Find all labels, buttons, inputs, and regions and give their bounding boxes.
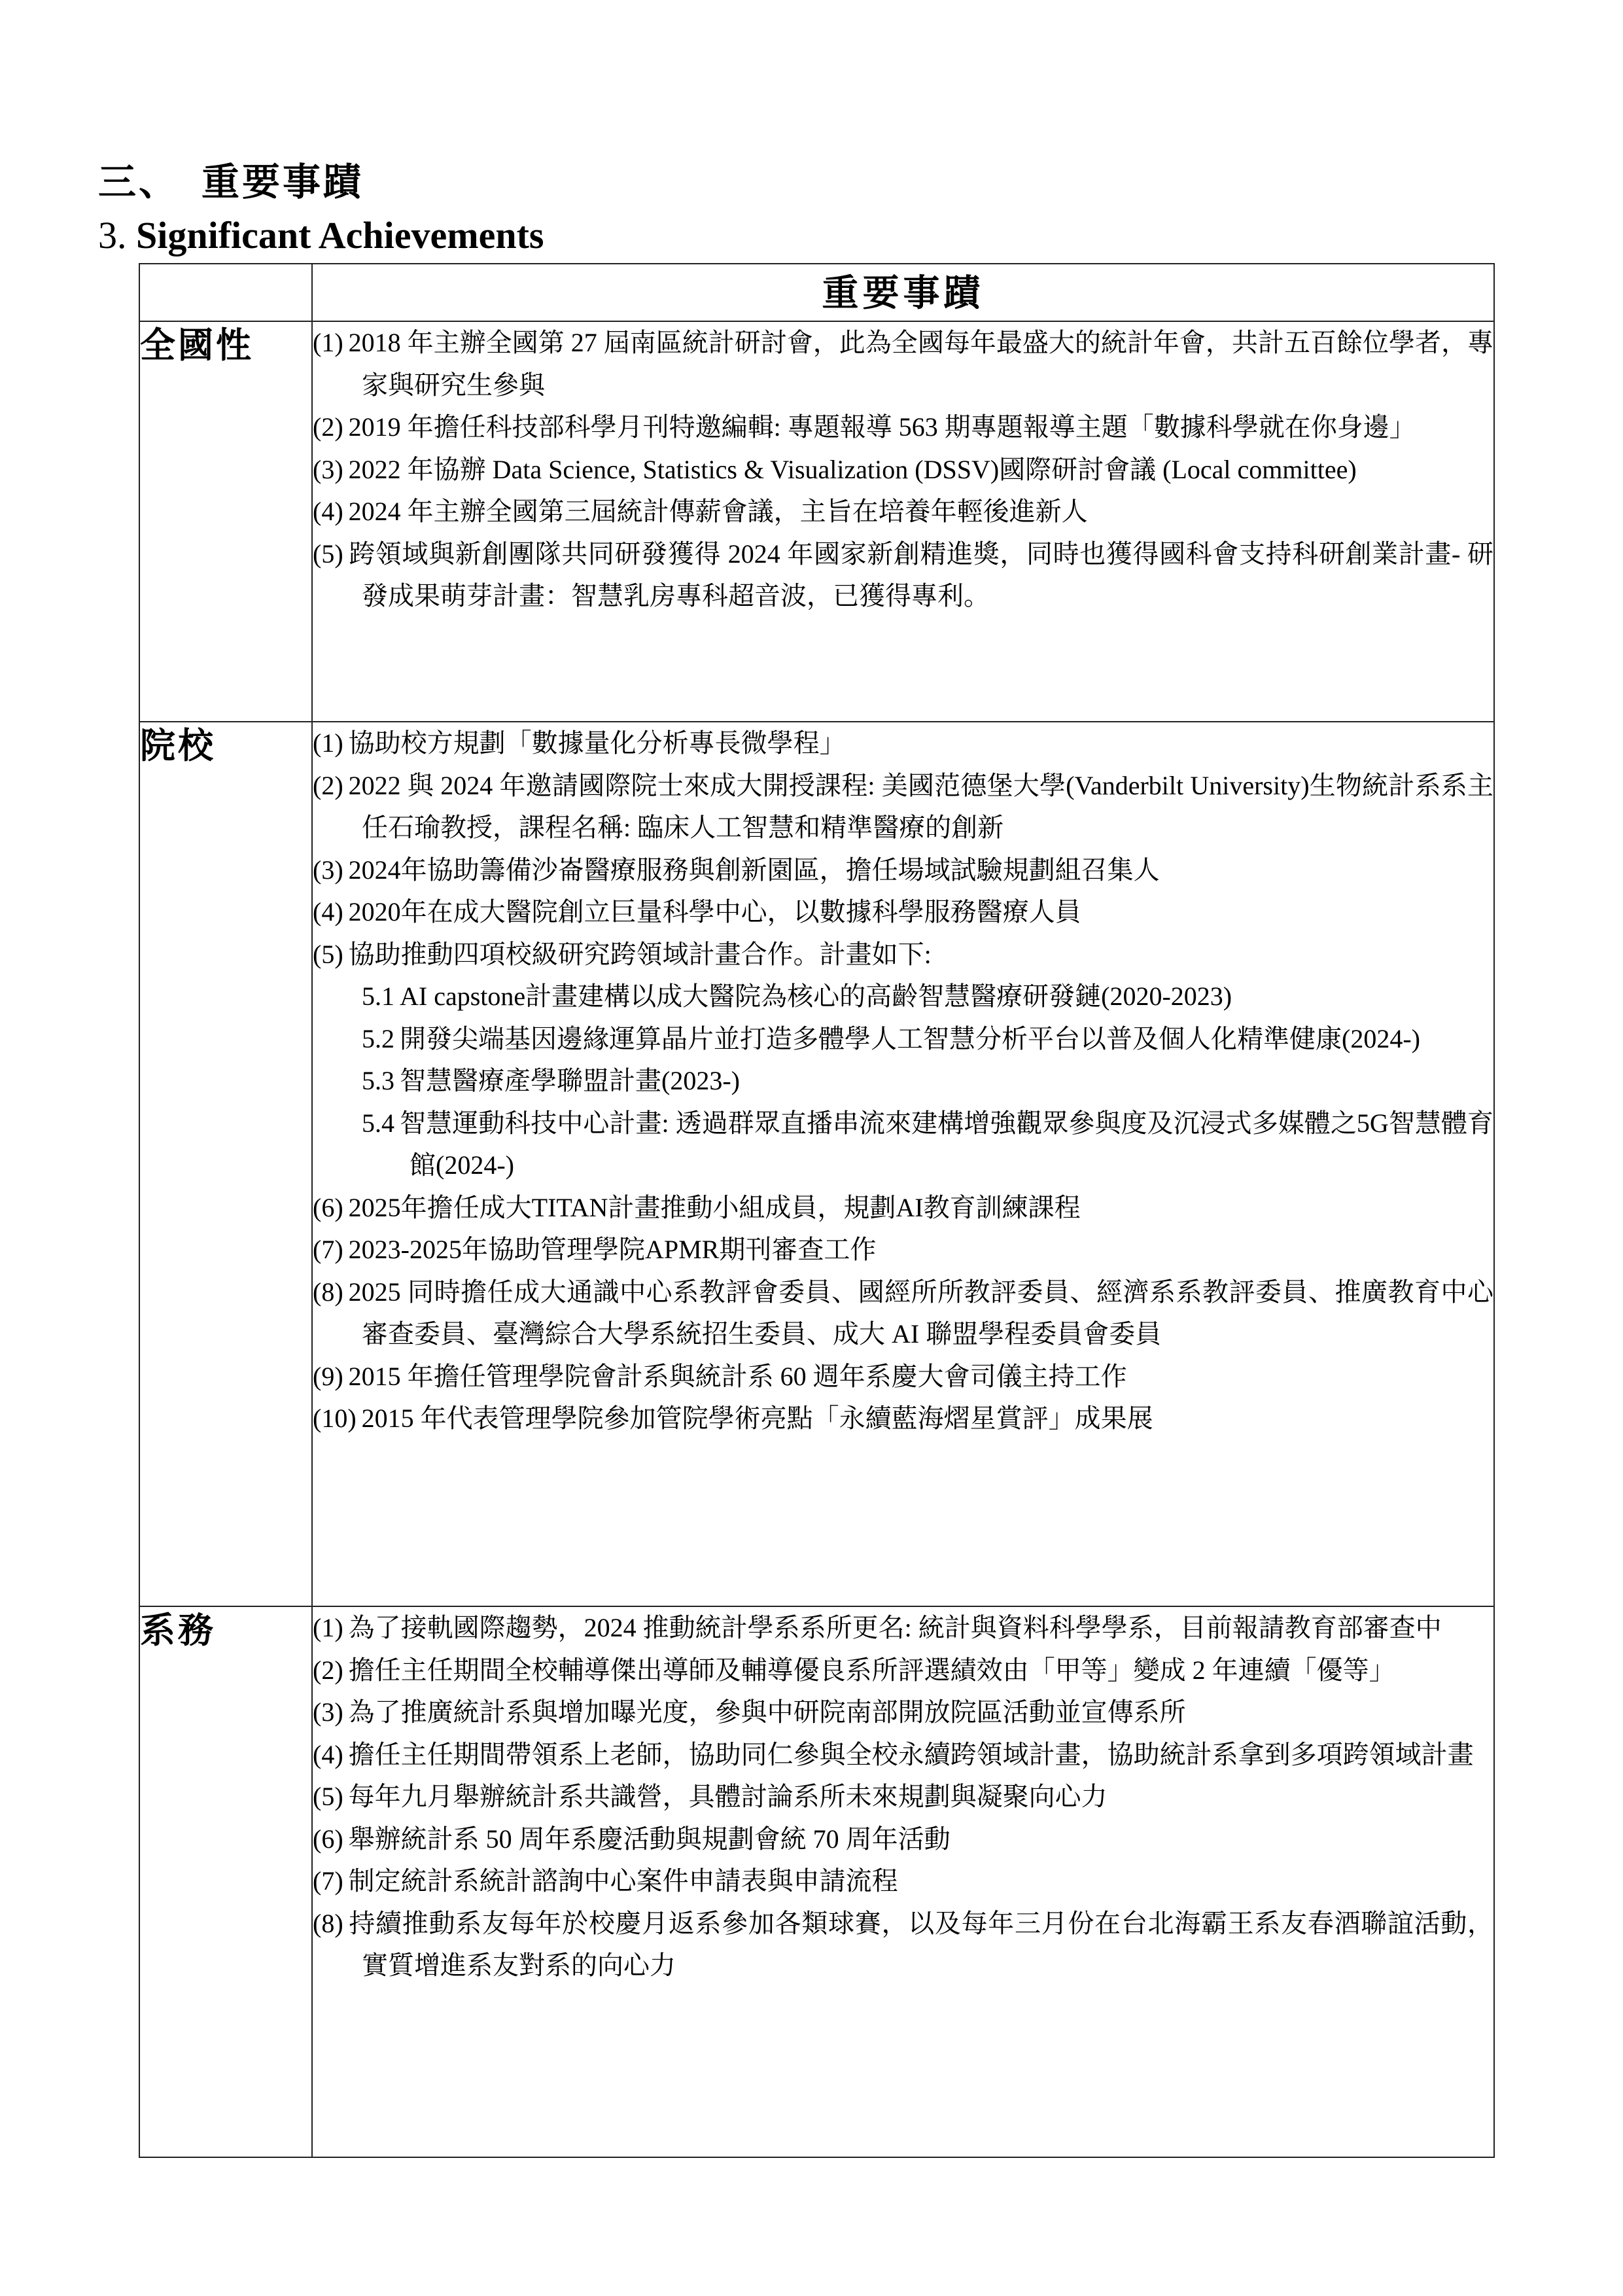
list-item: (4) 2020年在成大醫院創立巨量科學中心，以數據科學服務醫療人員: [313, 897, 1081, 927]
list-item: (3) 2022 年協辦 Data Science, Statistics & Visualization (DSSV)國際研討會議 (Local committee): [313, 454, 1357, 484]
list-item: (2) 擔任主任期間全校輔導傑出導師及輔導優良系所評選績效由「甲等」變成 2 年連續「優等」: [313, 1655, 1395, 1685]
list-item: (2) 2019 年擔任科技部科學月刊特邀編輯: 專題報導 563 期專題報導主題「數據科學就在你身邊」: [313, 412, 1416, 442]
list-item: (1) 為了接軌國際趨勢，2024 推動統計學系系所更名: 統計與資料科學學系，目前報請教育部審查中: [313, 1613, 1442, 1642]
list-item: (4) 擔任主任期間帶領系上老師，協助同仁參與全校永續跨領域計畫，協助統計系拿到多項跨領域計畫: [313, 1739, 1474, 1769]
category-department: 系務: [139, 1606, 312, 2157]
sub-list-item: 5.3 智慧醫療產學聯盟計畫(2023-): [362, 1066, 740, 1095]
list-item: (5) 協助推動四項校級研究跨領域計畫合作。計畫如下:: [313, 939, 932, 969]
list-item: (6) 2025年擔任成大TITAN計畫推動小組成員，規劃AI教育訓練課程: [313, 1192, 1081, 1222]
sub-list-item: 5.2 開發尖端基因邊緣運算晶片並打造多體學人工智慧分析平台以普及個人化精準健康(2024-): [362, 1023, 1420, 1053]
sub-list-item: 5.4 智慧運動科技中心計畫: 透過群眾直播串流來建構增強觀眾參與度及沉浸式多媒體之5G智慧體育館(2024-): [362, 1108, 1493, 1180]
table-row: [139, 1606, 1494, 2157]
category-national: 全國性: [139, 321, 312, 722]
university-items: [312, 722, 1494, 1606]
list-item: (3) 2024年協助籌備沙崙醫療服務與創新園區，擔任場域試驗規劃組召集人: [313, 855, 1160, 885]
table-row: [139, 321, 1494, 722]
section-heading-en: [98, 211, 544, 260]
sub-list-item: 5.1 AI capstone計畫建構以成大醫院為核心的高齡智慧醫療研發鏈(2020-2023): [362, 981, 1232, 1011]
list-item: (4) 2024 年主辦全國第三屆統計傳薪會議，主旨在培養年輕後進新人: [313, 497, 1088, 526]
category-university: 院校: [139, 722, 312, 1606]
department-items: [312, 1606, 1494, 2157]
list-item: (5) 每年九月舉辦統計系共識營，具體討論系所未來規劃與凝聚向心力: [313, 1782, 1108, 1811]
list-item: (1) 協助校方規劃「數據量化分析專長微學程」: [313, 728, 846, 758]
table-header-blank: [139, 264, 312, 321]
table-row: [139, 722, 1494, 1606]
section-number-zh: 三、: [98, 160, 180, 204]
section-number-en: 3.: [98, 214, 127, 256]
list-item: (5) 跨領域與新創團隊共同研發獲得 2024 年國家新創精進獎，同時也獲得國科會支持科研創業計畫- 研發成果萌芽計畫：智慧乳房專科超音波，已獲得專利。: [313, 539, 1493, 610]
list-item: (1) 2018 年主辦全國第 27 屆南區統計研討會，此為全國每年最盛大的統計年會，共計五百餘位學者，專家與研究生參與: [313, 328, 1493, 400]
section-title-en: Significant Achievements: [136, 214, 544, 256]
table-header: 重要事蹟: [312, 264, 1494, 321]
list-item: (6) 舉辦統計系 50 周年系慶活動與規劃會統 70 周年活動: [313, 1824, 951, 1854]
list-item: (10) 2015 年代表管理學院參加管院學術亮點「永續藍海熠星賞評」成果展: [313, 1404, 1153, 1433]
list-item: (3) 為了推廣統計系與增加曝光度，參與中研院南部開放院區活動並宣傳系所: [313, 1697, 1186, 1727]
national-items: [312, 321, 1494, 722]
list-item: (7) 制定統計系統計諮詢中心案件申請表與申請流程: [313, 1866, 898, 1896]
section-title-zh: 重要事蹟: [201, 160, 364, 204]
section-heading-zh: [98, 156, 364, 208]
list-item: (8) 2025 同時擔任成大通識中心系教評會委員、國經所所教評委員、經濟系系教評委員、推廣教育中心審查委員、臺灣綜合大學系統招生委員、成大 AI 聯盟學程委員會委員: [313, 1277, 1493, 1349]
list-item: (7) 2023-2025年協助管理學院APMR期刊審查工作: [313, 1235, 877, 1264]
table-header-row: [139, 264, 1494, 321]
list-item: (8) 持續推動系友每年於校慶月返系參加各類球賽，以及每年三月份在台北海霸王系友春酒聯誼活動，實質增進系友對系的向心力: [313, 1908, 1493, 1980]
list-item: (2) 2022 與 2024 年邀請國際院士來成大開授課程: 美國范德堡大學(Vanderbilt University)生物統計系系主任石瑜教授，課程名稱: 臨床人工智慧和精準醫療的創新: [313, 770, 1493, 842]
achievements-table: [139, 263, 1495, 2158]
list-item: (9) 2015 年擔任管理學院會計系與統計系 60 週年系慶大會司儀主持工作: [313, 1361, 1127, 1391]
